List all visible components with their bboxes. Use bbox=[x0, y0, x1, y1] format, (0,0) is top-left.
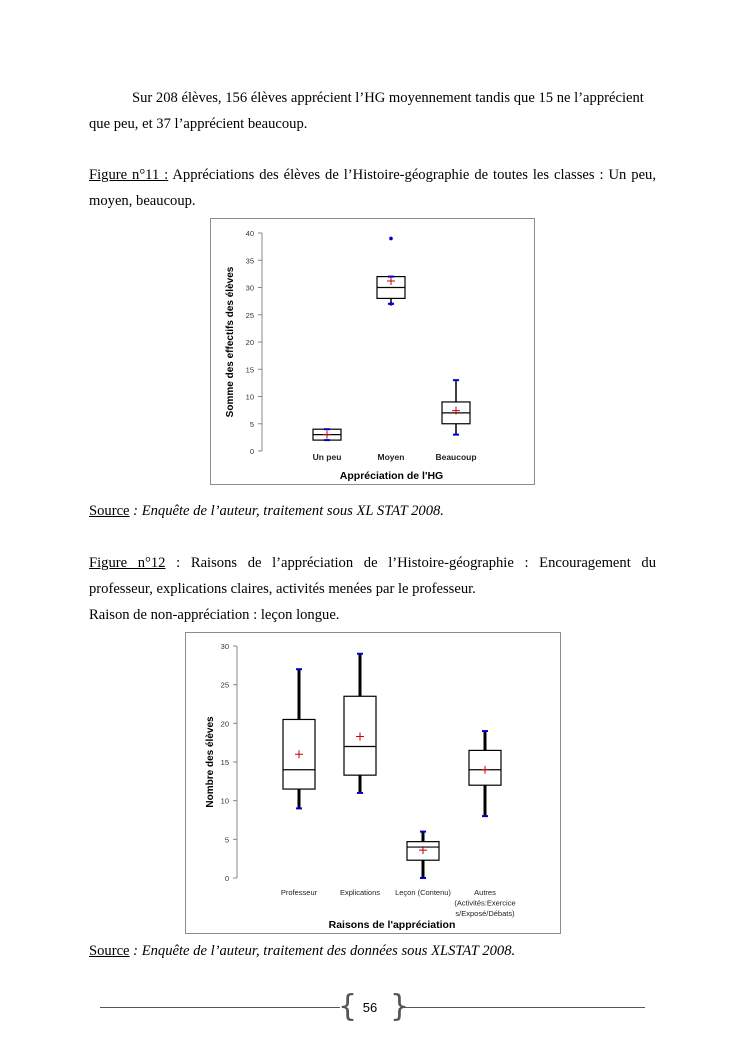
category-label: Professeur bbox=[280, 888, 318, 897]
y-tick-label: 20 bbox=[220, 719, 229, 729]
caption-text: Raison de non-appréciation : leçon longue. bbox=[89, 607, 340, 623]
source-label: Source bbox=[89, 503, 130, 519]
y-tick-label: 10 bbox=[245, 392, 254, 402]
y-tick-label: 0 bbox=[249, 447, 254, 456]
y-tick-label: 20 bbox=[245, 338, 254, 347]
y-tick-label: 5 bbox=[249, 419, 254, 429]
outlier-point bbox=[389, 302, 393, 306]
chart-figure-12 bbox=[185, 632, 561, 934]
figure-11-caption bbox=[89, 162, 656, 188]
caption-text: Appréciations des élèves de l’Histoire-géographie de toutes les classes : Un peu, bbox=[168, 167, 656, 183]
y-tick-label: 25 bbox=[220, 680, 229, 690]
caption-text: professeur, explications claires, activités menées par le professeur. bbox=[89, 581, 476, 597]
source-text: : Enquête de l’auteur, traitement des données sous XLSTAT 2008. bbox=[129, 943, 516, 959]
figure-12-label: Figure n°12 bbox=[89, 555, 166, 571]
y-tick-label: 10 bbox=[220, 796, 229, 806]
figure-12-caption bbox=[89, 550, 656, 576]
y-tick-label: 15 bbox=[220, 758, 229, 767]
y-tick-label: 0 bbox=[224, 874, 229, 883]
bracket-right: } bbox=[390, 989, 410, 1024]
y-axis-label: Nombre des élèves bbox=[205, 716, 216, 808]
y-tick-label: 5 bbox=[224, 835, 229, 845]
category-label: Autres bbox=[474, 888, 496, 897]
chart-figure-11 bbox=[210, 218, 535, 485]
figure-11-label: Figure n°11 : bbox=[89, 167, 169, 183]
source-text: : Enquête de l’auteur, traitement sous XL STAT 2008. bbox=[129, 503, 444, 519]
y-tick-label: 30 bbox=[220, 642, 229, 651]
y-tick-label: 30 bbox=[245, 283, 254, 293]
y-tick-label: 35 bbox=[245, 256, 254, 266]
outlier-point bbox=[389, 237, 393, 241]
y-axis-label: Somme des effectifs des élèves bbox=[225, 266, 236, 418]
y-tick-label: 15 bbox=[245, 365, 254, 375]
x-axis-label: Raisons de l'appréciation bbox=[328, 919, 456, 931]
bracket-left: { bbox=[338, 989, 358, 1024]
caption-text: moyen, beaucoup. bbox=[89, 193, 196, 209]
boxplot-chart bbox=[186, 633, 560, 933]
caption-text: : Raisons de l’appréciation de l’Histoire-géographie : Encouragement du bbox=[165, 555, 656, 571]
page-number: 56 bbox=[362, 1000, 378, 1015]
category-label: Explications bbox=[339, 888, 381, 897]
figure-11-source bbox=[89, 498, 444, 524]
category-label: Moyen bbox=[377, 452, 405, 462]
category-label: Un peu bbox=[312, 452, 342, 462]
footer-divider bbox=[100, 1007, 340, 1008]
boxplot-chart bbox=[211, 219, 534, 484]
figure-12-source bbox=[89, 938, 515, 964]
paragraph-line: Sur 208 élèves, 156 élèves apprécient l’HG moyennement tandis que 15 ne l’apprécient bbox=[132, 90, 644, 106]
source-label: Source bbox=[89, 943, 130, 959]
paragraph-line: que peu, et 37 l’apprécient beaucoup. bbox=[89, 116, 308, 132]
category-label: Leçon (Contenu) bbox=[395, 888, 451, 897]
category-label: s/Exposé/Débats) bbox=[455, 909, 515, 918]
x-axis-label: Appréciation de l'HG bbox=[339, 470, 444, 482]
footer-divider bbox=[400, 1007, 645, 1008]
y-tick-label: 25 bbox=[245, 310, 254, 320]
category-label: (Activités:Exercice bbox=[454, 898, 516, 908]
y-tick-label: 40 bbox=[245, 229, 254, 238]
category-label: Beaucoup bbox=[435, 452, 477, 462]
